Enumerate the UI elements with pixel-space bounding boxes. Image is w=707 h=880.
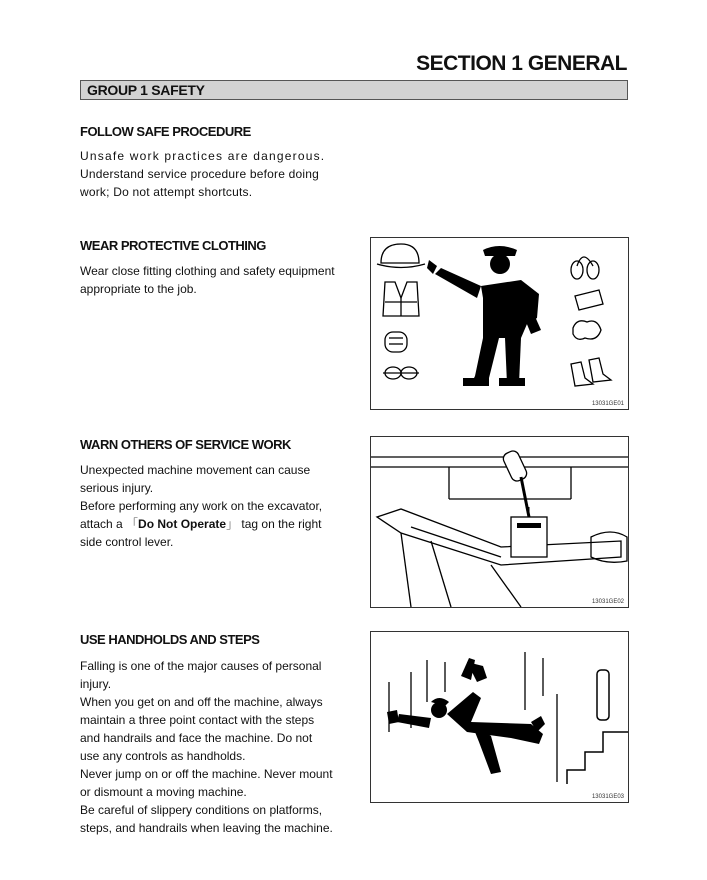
text-line: or dismount a moving machine.	[80, 785, 247, 799]
text-line: injury.	[80, 677, 112, 691]
control-lever-illustration	[371, 437, 628, 607]
steps-handrail-icon	[567, 670, 628, 784]
text-line: When you get on and off the machine, always	[80, 695, 323, 709]
control-lever-icon	[501, 449, 529, 517]
figure-protective-clothing	[370, 237, 629, 410]
text-line: serious injury.	[80, 481, 154, 495]
text-line: Unexpected machine movement can cause	[80, 463, 311, 477]
paragraph-wear-protective-clothing	[80, 262, 336, 298]
do-not-operate-label: Do Not Operate	[138, 517, 227, 531]
text-line: Be careful of slippery conditions on platforms,	[80, 803, 323, 817]
goggles-icon	[383, 367, 419, 379]
safety-boots-icon	[571, 358, 611, 386]
paragraph-warn-others	[80, 461, 336, 551]
text-line: Before performing any work on the excavator,	[80, 499, 323, 513]
text-line	[80, 515, 336, 533]
text-line: work; Do not attempt shortcuts.	[80, 185, 253, 199]
falling-worker-illustration	[371, 632, 628, 802]
gloves-icon	[573, 321, 601, 339]
figure-code: 13031GE01	[591, 401, 624, 407]
text-line: Understand service procedure before doing	[80, 167, 320, 181]
text-line: appropriate to the job.	[80, 282, 197, 296]
protective-clothing-illustration	[371, 238, 628, 409]
heading-follow-safe-procedure: FOLLOW SAFE PROCEDURE	[80, 124, 251, 139]
respirator-icon	[385, 332, 407, 352]
sleeve-icon	[575, 290, 603, 310]
text-line: and handrails and face the machine. Do not	[80, 731, 313, 745]
ear-muffs-icon	[571, 257, 599, 279]
text-line: Wear close fitting clothing and safety equipment	[80, 264, 335, 278]
figure-control-lever-tag	[370, 436, 629, 608]
heading-warn-others: WARN OTHERS OF SERVICE WORK	[80, 437, 291, 452]
text-line: Falling is one of the major causes of personal	[80, 659, 322, 673]
text-line: use any controls as handholds.	[80, 749, 246, 763]
paragraph-follow-safe-procedure	[80, 147, 336, 201]
figure-code: 13031GE02	[591, 599, 624, 605]
heading-handholds-steps: USE HANDHOLDS AND STEPS	[80, 632, 260, 647]
text-line: steps, and handrails when leaving the machine.	[80, 821, 333, 835]
worker-figure	[427, 246, 541, 386]
heading-wear-protective-clothing: WEAR PROTECTIVE CLOTHING	[80, 238, 266, 253]
hard-hat-icon	[377, 244, 425, 268]
group-title-bar	[80, 80, 628, 100]
text-line: maintain a three point contact with the steps	[80, 713, 315, 727]
safety-vest-icon	[383, 282, 419, 316]
figure-falling-worker	[370, 631, 629, 803]
group-title: GROUP 1 SAFETY	[87, 82, 205, 98]
text-line: side control lever.	[80, 535, 174, 549]
do-not-operate-tag-icon	[511, 507, 547, 557]
figure-code: 13031GE03	[591, 794, 624, 800]
tag-suffix: 」 tag on the right	[226, 517, 322, 531]
text-line: Never jump on or off the machine. Never mount	[80, 767, 333, 781]
paragraph-handholds-steps	[80, 657, 336, 837]
tag-prefix: attach a 「	[80, 517, 139, 531]
text-line: Unsafe work practices are dangerous.	[80, 149, 326, 163]
section-title: SECTION 1 GENERAL	[416, 52, 627, 75]
